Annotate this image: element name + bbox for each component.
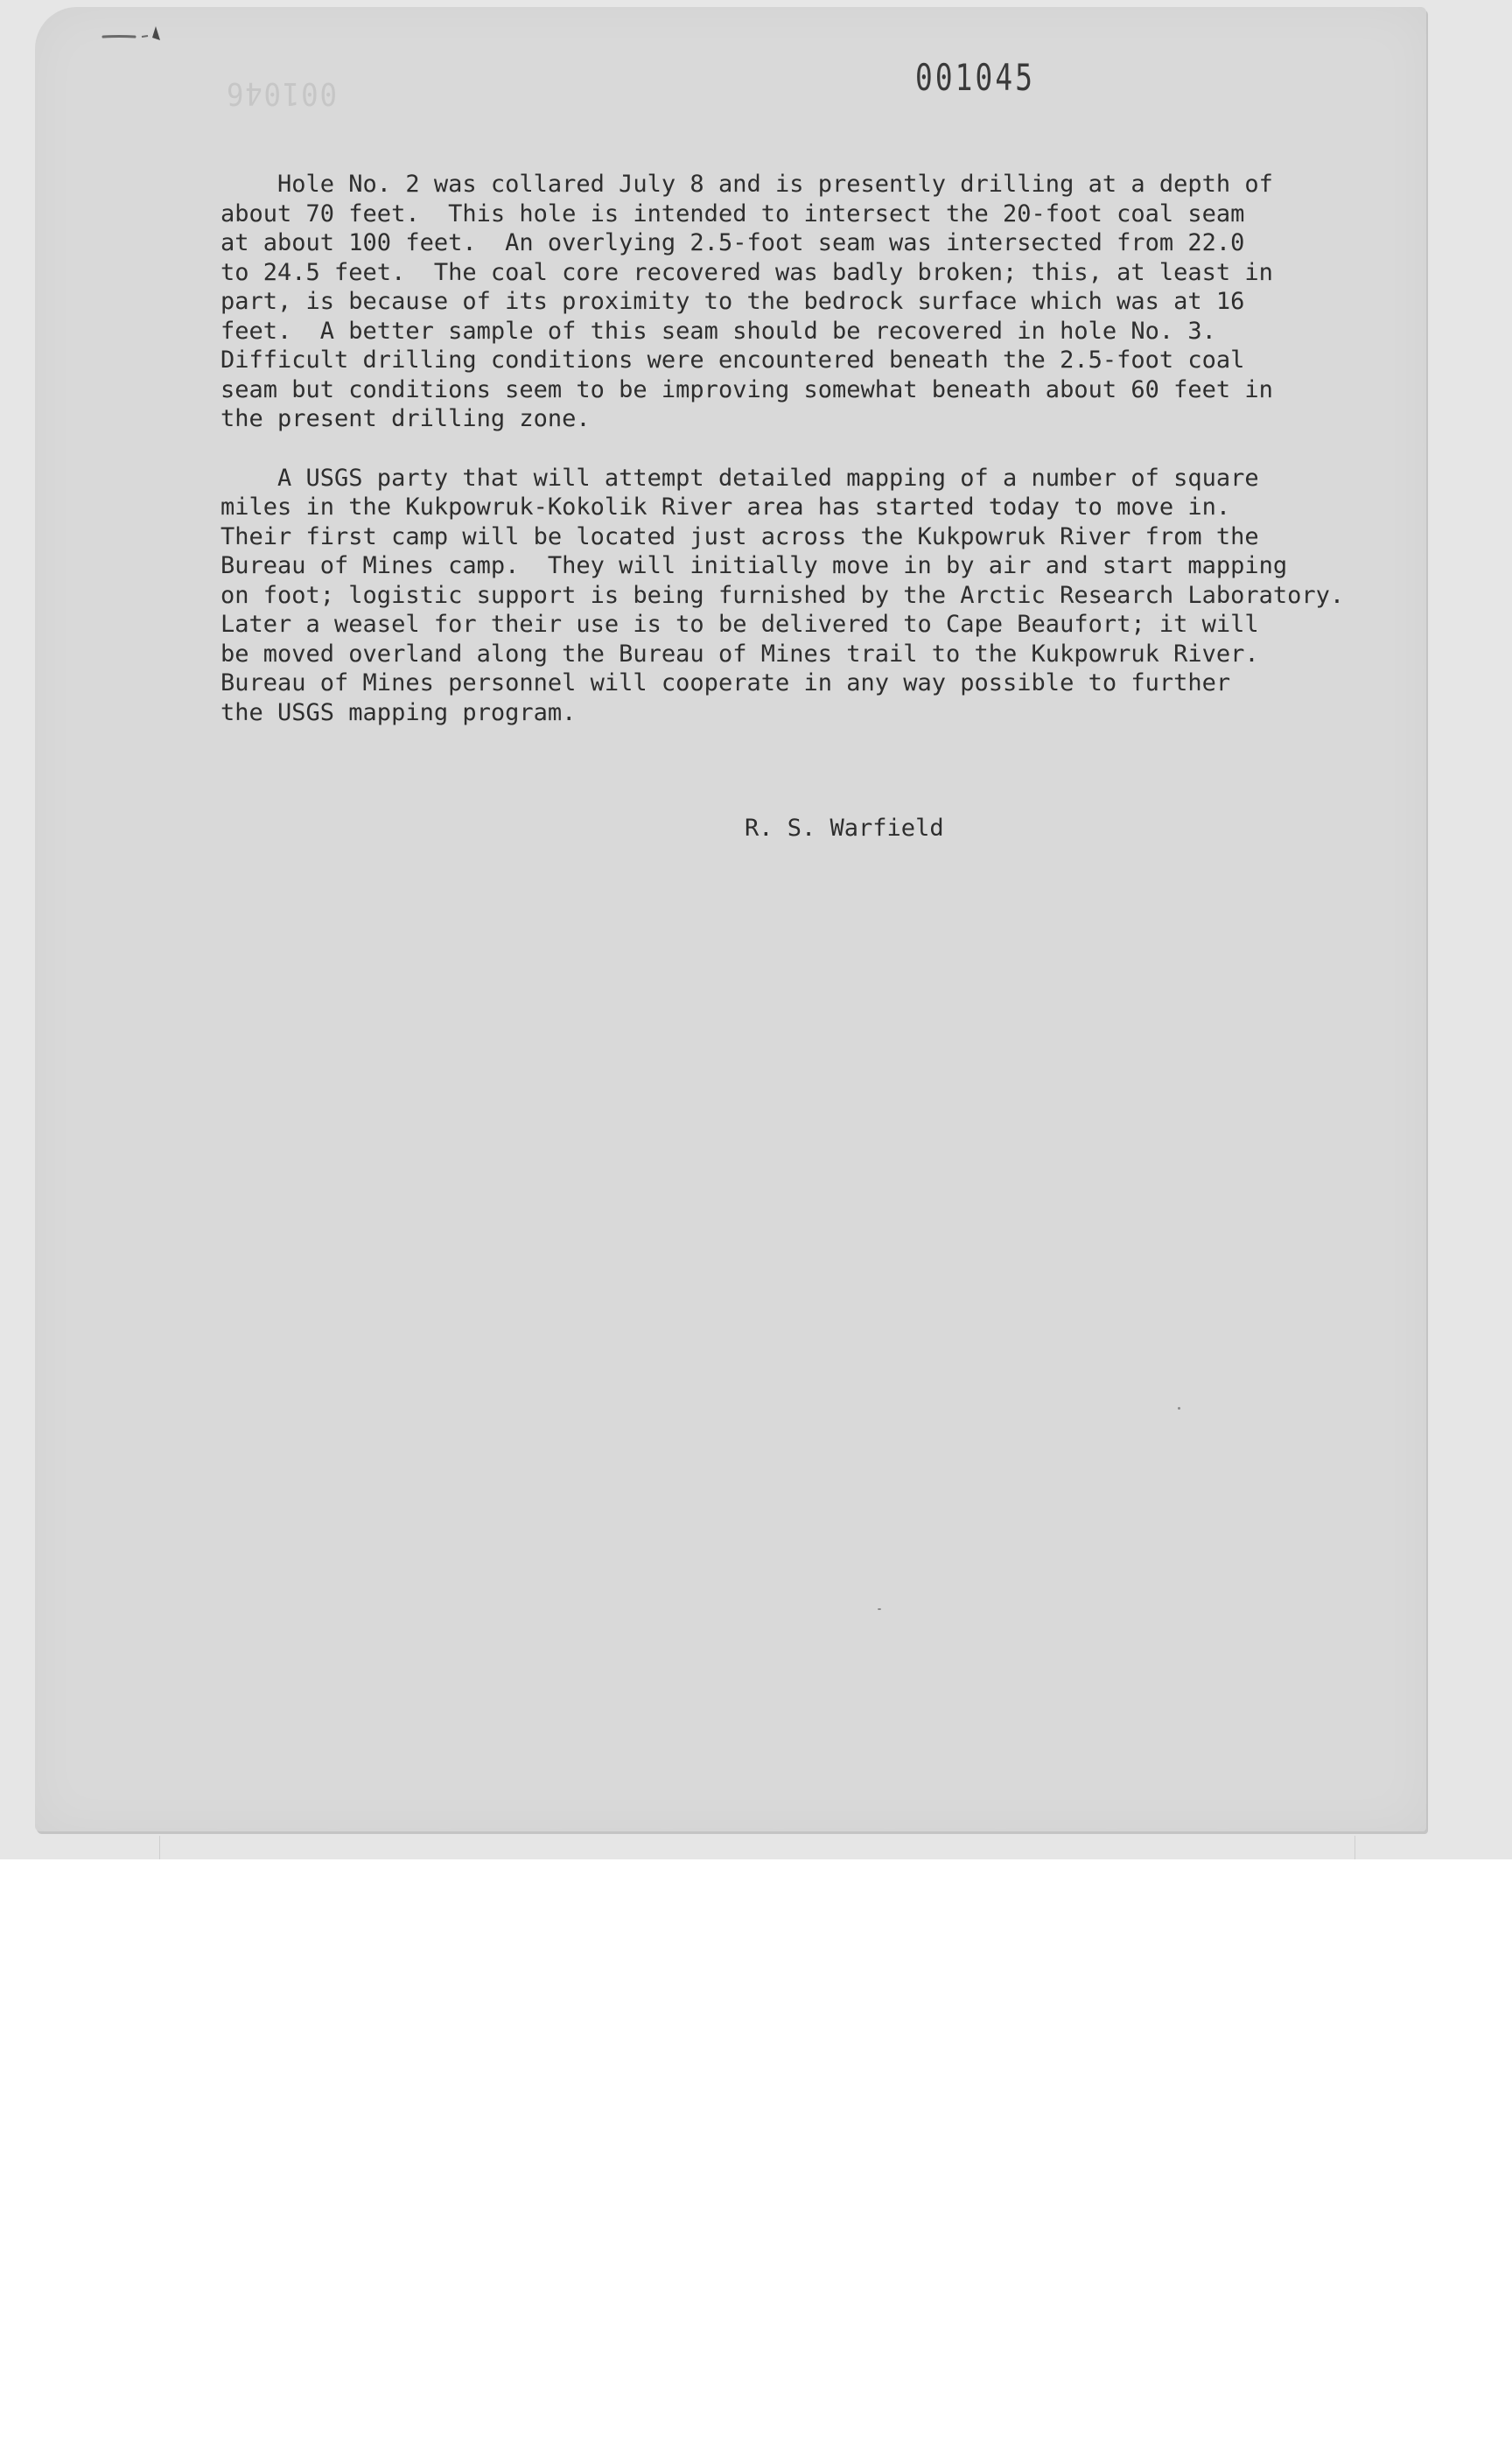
text-line: Hole No. 2 was collared July 8 and is presently drilling at a depth of (220, 171, 1273, 198)
signature: R. S. Warfield (745, 815, 944, 842)
text-line: seam but conditions seem to be improving somewhat beneath about 60 feet in (220, 375, 1273, 403)
text-line: miles in the Kukpowruk-Kokolik River area has started today to move in. (220, 494, 1231, 521)
paragraph-drilling (220, 170, 1402, 434)
text-line: part, is because of its proximity to the bedrock surface which was at 16 (220, 288, 1245, 315)
text-line: Difficult drilling conditions were encountered beneath the 2.5-foot coal (220, 346, 1245, 374)
document-body (220, 170, 1402, 727)
faded-bleedthrough-number: 001046 (225, 75, 337, 111)
text-line: feet. A better sample of this seam should be recovered in hole No. 3. (220, 317, 1216, 345)
text-line: the present drilling zone. (220, 405, 591, 432)
pen-mark-icon (66, 18, 172, 44)
paragraph-usgs-mapping (220, 464, 1402, 728)
text-line: A USGS party that will attempt detailed mapping of a number of square (220, 464, 1259, 492)
paper-speck (878, 1608, 881, 1610)
backdrop-rule (1354, 1836, 1355, 1859)
text-line: on foot; logistic support is being furnished by the Arctic Research Laboratory. (220, 581, 1345, 609)
text-line: Their first camp will be located just across the Kukpowruk River from the (220, 522, 1259, 550)
text-line: Later a weasel for their use is to be delivered to Cape Beaufort; it will (220, 611, 1259, 638)
text-line: to 24.5 feet. The coal core recovered was badly broken; this, at least in (220, 258, 1273, 286)
text-line: Bureau of Mines camp. They will initially move in by air and start mapping (220, 552, 1288, 579)
backdrop-rule (159, 1836, 160, 1859)
text-line: Bureau of Mines personnel will cooperate in any way possible to further (220, 669, 1231, 696)
paper-speck (1178, 1407, 1180, 1410)
text-line: the USGS mapping program. (220, 698, 577, 726)
text-line: about 70 feet. This hole is intended to intersect the 20-foot coal seam (220, 200, 1245, 228)
text-line: at about 100 feet. An overlying 2.5-foot seam was intersected from 22.0 (220, 229, 1245, 256)
page-number: 001045 (915, 56, 1036, 99)
text-line: be moved overland along the Bureau of Mines trail to the Kukpowruk River. (220, 640, 1259, 668)
